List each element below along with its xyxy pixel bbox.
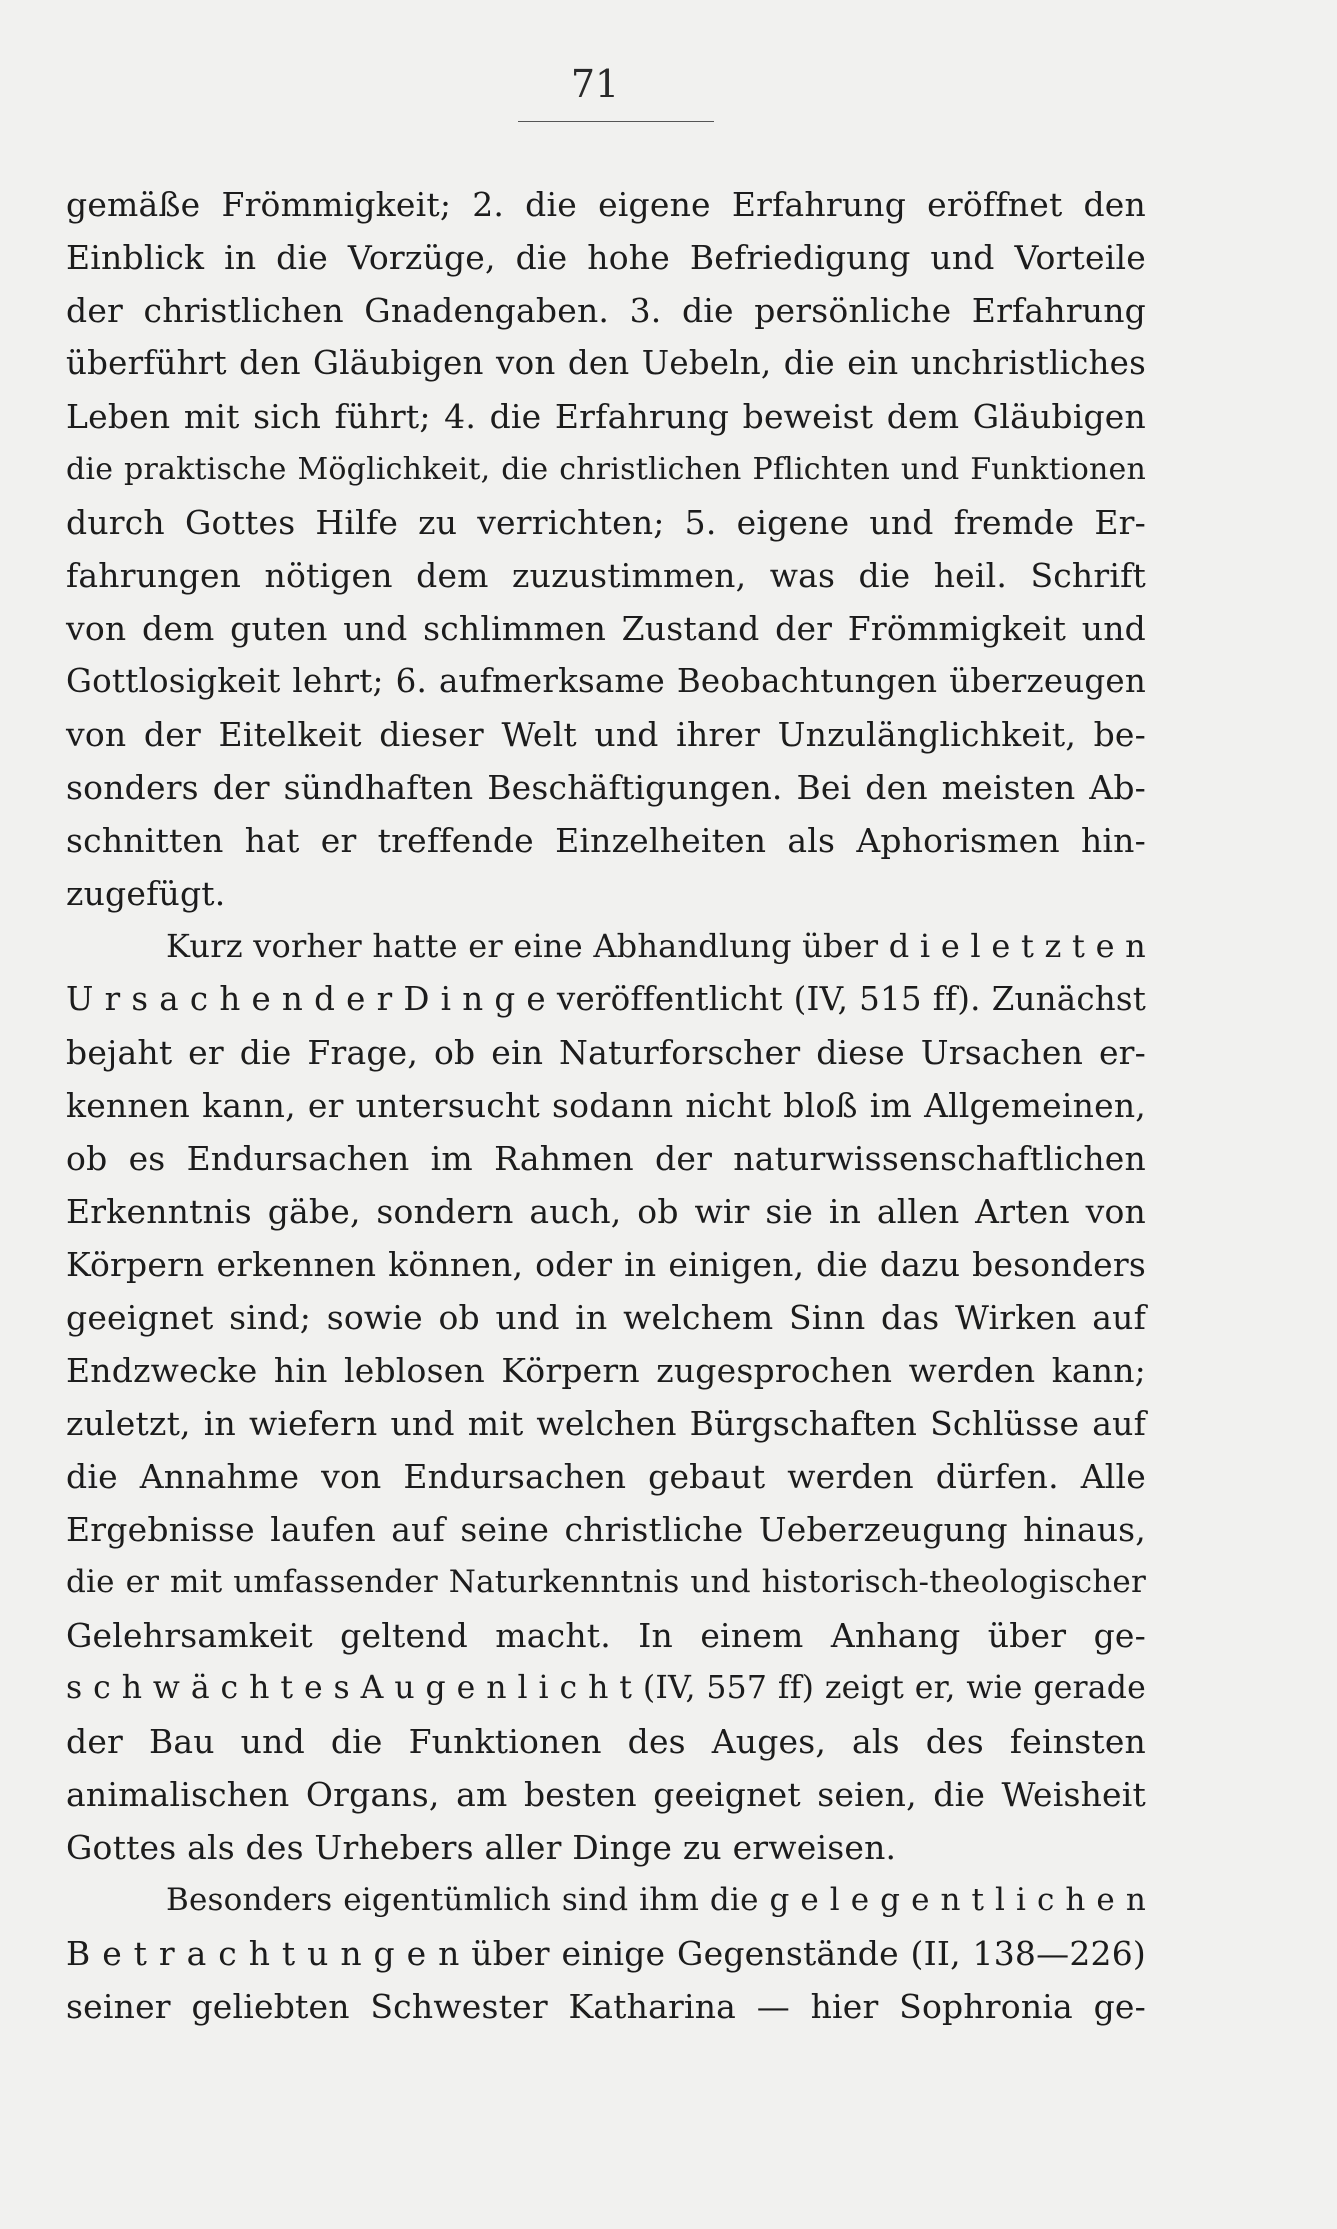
text-line: Kurz vorher hatte er eine Abhandlung über d i e l e t z t e n — [166, 927, 1146, 965]
text-line: Besonders eigentümlich sind ihm die g e l e g e n t l i c h e n — [166, 1882, 1146, 1918]
text-line: ob es Endursachen im Rahmen der naturwissenschaftlichen — [66, 1139, 1146, 1178]
paragraph — [66, 920, 1146, 1874]
text-line: von der Eitelkeit dieser Welt und ihrer Unzulänglichkeit, be- — [66, 715, 1146, 754]
text-line: zugefügt. — [66, 874, 226, 913]
text-line: die Annahme von Endursachen gebaut werden dürfen. Alle — [66, 1457, 1146, 1496]
paragraph — [66, 178, 1146, 920]
text-line: Gottes als des Urhebers aller Dinge zu erweisen. — [66, 1828, 897, 1867]
text-line: U r s a c h e n d e r D i n g e veröffentlicht (IV, 515 ff). Zunächst — [66, 980, 1146, 1018]
text-line: Endzwecke hin leblosen Körpern zugesprochen werden kann; — [66, 1351, 1146, 1390]
text-line: Einblick in die Vorzüge, die hohe Befriedigung und Vorteile — [66, 238, 1146, 277]
paragraph — [66, 1874, 1146, 2033]
page-number: 71 — [570, 62, 620, 106]
text-line: geeignet sind; sowie ob und in welchem Sinn das Wirken auf — [66, 1298, 1146, 1337]
text-line: Leben mit sich führt; 4. die Erfahrung beweist dem Gläubigen — [66, 397, 1146, 436]
text-line: Ergebnisse laufen auf seine christliche Ueberzeugung hinaus, — [66, 1510, 1146, 1549]
text-line: durch Gottes Hilfe zu verrichten; 5. eigene und fremde Er- — [66, 503, 1146, 542]
text-line: Erkenntnis gäbe, sondern auch, ob wir sie in allen Arten von — [66, 1192, 1146, 1231]
text-line: B e t r a c h t u n g e n über einige Gegenstände (II, 138—226) — [66, 1934, 1146, 1973]
text-line: Gelehrsamkeit geltend macht. In einem Anhang über ge- — [66, 1616, 1146, 1655]
text-line: fahrungen nötigen dem zuzustimmen, was die heil. Schrift — [66, 556, 1146, 595]
text-line: überführt den Gläubigen von den Uebeln, die ein unchristliches — [66, 344, 1146, 382]
text-line: Körpern erkennen können, oder in einigen, die dazu besonders — [66, 1245, 1146, 1284]
text-line: die praktische Möglichkeit, die christlichen Pflichten und Funktionen — [66, 452, 1146, 487]
text-line: der christlichen Gnadengaben. 3. die persönliche Erfahrung — [66, 291, 1146, 330]
text-line: bejaht er die Frage, ob ein Naturforscher diese Ursachen er- — [66, 1033, 1146, 1072]
text-line: der Bau und die Funktionen des Auges, als des feinsten — [66, 1722, 1146, 1761]
text-line: s c h w ä c h t e s A u g e n l i c h t (IV, 557 ff) zeigt er, wie gerade — [66, 1670, 1146, 1706]
text-line: sonders der sündhaften Beschäftigungen. Bei den meisten Ab- — [66, 768, 1146, 807]
text-line: gemäße Frömmigkeit; 2. die eigene Erfahrung eröffnet den — [66, 185, 1146, 224]
text-line: seiner geliebten Schwester Katharina — hier Sophronia ge- — [66, 1987, 1146, 2026]
text-line: kennen kann, er untersucht sodann nicht bloß im Allgemeinen, — [66, 1086, 1146, 1125]
text-line: zuletzt, in wiefern und mit welchen Bürgschaften Schlüsse auf — [66, 1404, 1146, 1443]
text-line: Gottlosigkeit lehrt; 6. aufmerksame Beobachtungen überzeugen — [66, 662, 1146, 700]
text-line: von dem guten und schlimmen Zustand der Frömmigkeit und — [66, 609, 1146, 648]
text-line: schnitten hat er treffende Einzelheiten als Aphorismen hin- — [66, 821, 1146, 860]
text-line: animalischen Organs, am besten geeignet seien, die Weisheit — [66, 1775, 1146, 1814]
header-rule — [518, 121, 714, 122]
text-line: die er mit umfassender Naturkenntnis und historisch-theologischer — [66, 1564, 1146, 1600]
text-body — [66, 178, 1146, 2033]
